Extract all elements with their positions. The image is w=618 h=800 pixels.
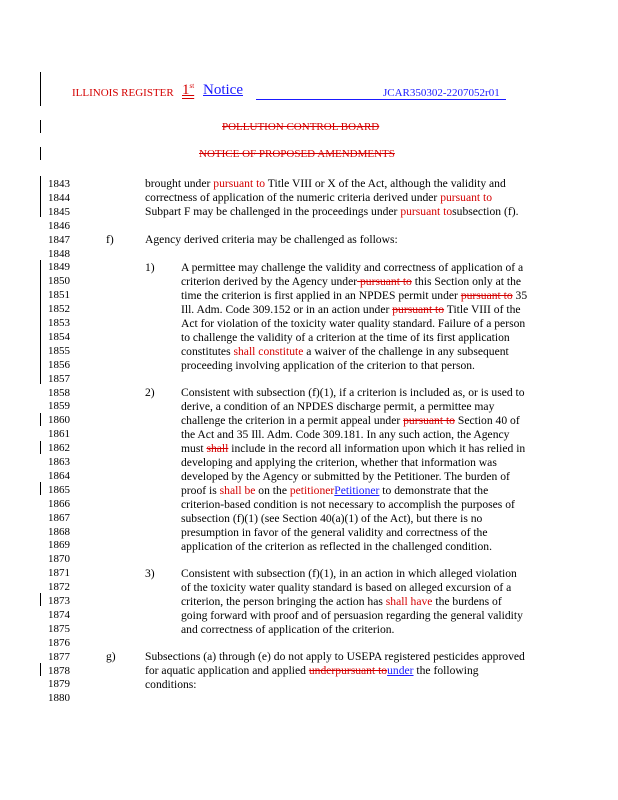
line-1852: Ill. Adm. Code 309.152 or in an action under pursuant to Title VIII of the: [181, 303, 521, 316]
line-number: 1866: [48, 497, 70, 510]
line-1879: conditions:: [145, 678, 197, 691]
revision-bar: [40, 120, 41, 133]
line-number: 1861: [48, 428, 70, 441]
line-number: 1879: [48, 678, 70, 691]
line-number: 1860: [48, 414, 70, 427]
line-number: 1878: [48, 664, 70, 677]
register-title: ILLINOIS REGISTER: [72, 87, 174, 99]
line-1845: Subpart F may be challenged in the proceedings under pursuant tosubsection (f).: [145, 205, 519, 218]
line-number: 1843: [48, 178, 70, 190]
line-1862: must shall include in the record all information upon which it has relied in: [181, 442, 526, 455]
line-number: 1864: [48, 469, 70, 482]
line-1858: Consistent with subsection (f)(1), if a criterion is included as, or is used to: [181, 386, 525, 399]
line-1877: Subsections (a) through (e) do not apply to USEPA registered pesticides approved: [145, 650, 525, 663]
revision-bar: [40, 72, 41, 106]
line-1868: presumption in favor of the general validity and correctness of the: [181, 526, 488, 539]
line-1863: developing and applying the criterion, whether that information was: [181, 456, 497, 469]
line-number: 1868: [48, 525, 70, 538]
revision-bar: [40, 663, 41, 676]
line-number: 1862: [48, 442, 70, 455]
line-number: 1880: [48, 692, 70, 705]
line-number: 1857: [48, 372, 70, 385]
line-number: 1865: [48, 483, 70, 496]
line-number: 1859: [48, 400, 70, 413]
line-number: 1847: [48, 233, 70, 246]
label-2: 2): [145, 386, 155, 399]
revision-bar: [40, 147, 41, 160]
revision-bar: [40, 176, 41, 217]
line-1850: criterion derived by the Agency under pursuant to this Section only at the: [181, 275, 522, 288]
line-number: 1844: [48, 191, 70, 204]
line-number: 1871: [48, 567, 70, 580]
line-1847: Agency derived criteria may be challenged as follows:: [145, 233, 398, 246]
notice-num: 1: [182, 82, 190, 98]
notice-number: [182, 82, 194, 99]
line-1866: criterion-based condition is not necessary to accomplish the purposes of: [181, 498, 515, 511]
line-number: 1877: [48, 650, 70, 663]
line-number: 1863: [48, 456, 70, 468]
line-number: 1856: [48, 358, 70, 371]
line-number: 1855: [48, 344, 70, 357]
line-1864: developed by the Agency or submitted by the Petitioner. The burden of: [181, 470, 510, 483]
line-number: 1851: [48, 289, 70, 302]
line-1851: time the criterion is first applied in an NPDES permit under pursuant to 35: [181, 289, 528, 302]
line-1860: challenge the criterion in a permit appeal under pursuant to Section 40 of: [181, 414, 520, 427]
line-1867: subsection (f)(1) (see Section 40(a)(1) of the Act), but there is no: [181, 512, 483, 525]
jcar-id: JCAR350302-2207052r01: [383, 87, 500, 99]
line-1856: proceeding involving application of the criterion to that person.: [181, 359, 475, 372]
line-number: 1848: [48, 247, 70, 260]
line-number: 1873: [48, 595, 70, 607]
label-3: 3): [145, 567, 155, 580]
line-number: 1849: [48, 261, 70, 274]
line-1859: derive, a condition of an NPDES discharge permit, a permittee may: [181, 400, 495, 413]
line-1875: and correctness of application of the criterion.: [181, 623, 395, 636]
header-underline: [256, 99, 506, 100]
line-1854: to challenge the validity of a criterion at the time of its first application: [181, 331, 510, 344]
notice-word: Notice: [203, 82, 243, 98]
board-title: POLLUTION CONTROL BOARD: [222, 121, 380, 133]
label-1: 1): [145, 261, 155, 274]
revision-bar: [40, 260, 41, 384]
line-1849: A permittee may challenge the validity and correctness of application of a: [181, 261, 524, 274]
line-number: 1858: [48, 386, 70, 399]
line-1855: constitutes shall constitute a waiver of the challenge in any subsequent: [181, 345, 509, 358]
revision-bar: [40, 441, 41, 454]
line-1844: correctness of application of the numeric criteria derived under pursuant to: [145, 191, 493, 204]
line-number: 1845: [48, 205, 70, 218]
line-1843: brought under pursuant to Title VIII or X of the Act, although the validity and: [145, 177, 506, 190]
line-number: 1852: [48, 303, 70, 316]
line-number: 1874: [48, 608, 70, 621]
line-1869: application of the criterion as reflected in the challenged condition.: [181, 540, 492, 553]
line-number: 1876: [48, 636, 70, 649]
line-1878: for aquatic application and applied underpursuant tounder the following: [145, 664, 479, 677]
line-1865: proof is shall be on the petitionerPetitioner to demonstrate that the: [181, 484, 489, 497]
notice-title: NOTICE OF PROPOSED AMENDMENTS: [199, 148, 395, 160]
line-1853: Act for violation of the toxicity water quality standard. Failure of a person: [181, 317, 526, 330]
line-1873: criterion, the person bringing the action has shall have the burdens of: [181, 595, 502, 608]
line-1861: the Act and 35 Ill. Adm. Code 309.181. In any such action, the Agency: [181, 428, 510, 441]
line-number: 1867: [48, 511, 70, 524]
line-number: 1853: [48, 317, 70, 329]
line-number: 1872: [48, 581, 70, 594]
line-number: 1875: [48, 622, 70, 635]
line-number: 1846: [48, 219, 70, 232]
line-number: 1869: [48, 539, 70, 552]
line-number: 1870: [48, 553, 70, 566]
line-number: 1854: [48, 330, 70, 343]
label-g: g): [106, 650, 116, 663]
revision-bar: [40, 482, 41, 495]
revision-bar: [40, 413, 41, 426]
line-1874: going forward with proof and of persuasion regarding the general validity: [181, 609, 523, 622]
label-f: f): [106, 233, 114, 246]
notice-sup: st: [189, 82, 195, 90]
line-1871: Consistent with subsection (f)(1), in an action in which alleged violation: [181, 567, 517, 580]
revision-bar: [40, 593, 41, 606]
line-1872: of the toxicity water quality standard is based on alleged excursion of a: [181, 581, 512, 594]
line-number: 1850: [48, 275, 70, 288]
